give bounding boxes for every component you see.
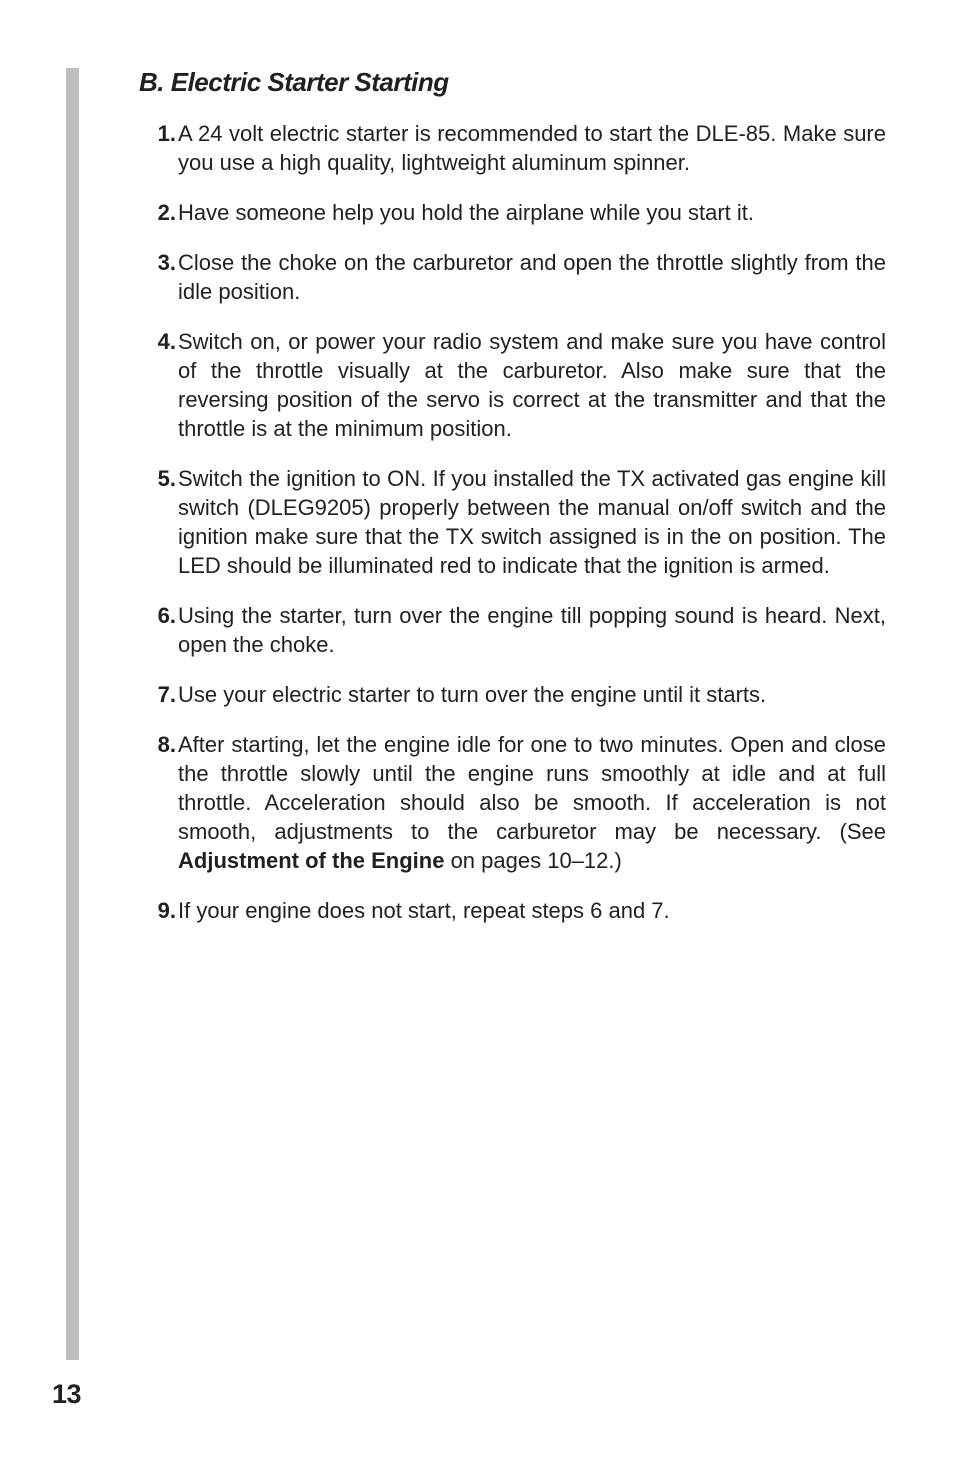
section-title: B. Electric Starter Starting [139, 67, 449, 97]
step-number: 5. [157, 466, 176, 491]
side-bar [66, 68, 79, 1360]
step-text [178, 730, 886, 875]
step-8 [150, 730, 886, 875]
step-1 [150, 119, 886, 177]
cross-reference: Adjustment of the Engine [178, 848, 445, 873]
step-text: Use your electric starter to turn over the engine until it starts. [178, 682, 767, 707]
step-number: 4. [157, 329, 176, 354]
step-number: 3. [157, 250, 176, 275]
step-text-after: on pages 10–12.) [444, 848, 622, 873]
step-text: Switch on, or power your radio system and make sure you have control of the throttle visually at the carburetor. Also make sure that the reversing position of the servo is correct at the transmitter and that the throttle is at the minimum position. [178, 329, 886, 441]
step-number: 7. [157, 682, 176, 707]
step-9 [150, 896, 886, 925]
step-6 [150, 601, 886, 659]
step-number: 9. [157, 898, 176, 923]
step-text-before: After starting, let the engine idle for one to two minutes. Open and close the throttle slowly until the engine runs smoothly at idle and at full throttle. Acceleration should also be smooth. If acceleration is not smooth, adjustments to the carburetor may be necessary. (See [178, 732, 886, 844]
step-number: 6. [157, 603, 176, 628]
step-text: If your engine does not start, repeat steps 6 and 7. [178, 898, 670, 923]
step-text: Using the starter, turn over the engine till popping sound is heard. Next, open the choke. [178, 603, 886, 657]
step-4 [150, 327, 886, 443]
steps-list [150, 119, 886, 946]
step-text: A 24 volt electric starter is recommended to start the DLE-85. Make sure you use a high quality, lightweight aluminum spinner. [178, 121, 886, 175]
step-5 [150, 464, 886, 580]
step-number: 1. [157, 121, 176, 146]
step-number: 8. [157, 732, 176, 757]
page-number: 13 [52, 1379, 82, 1409]
step-text: Have someone help you hold the airplane while you start it. [178, 200, 755, 225]
step-3 [150, 248, 886, 306]
step-text: Close the choke on the carburetor and open the throttle slightly from the idle position. [178, 250, 886, 304]
step-7 [150, 680, 886, 709]
step-text: Switch the ignition to ON. If you installed the TX activated gas engine kill switch (DLEG9205) properly between the manual on/off switch and the ignition make sure that the TX switch assigned is in the on position. The LED should be illuminated red to indicate that the ignition is armed. [178, 466, 886, 578]
step-2 [150, 198, 886, 227]
step-number: 2. [157, 200, 176, 225]
